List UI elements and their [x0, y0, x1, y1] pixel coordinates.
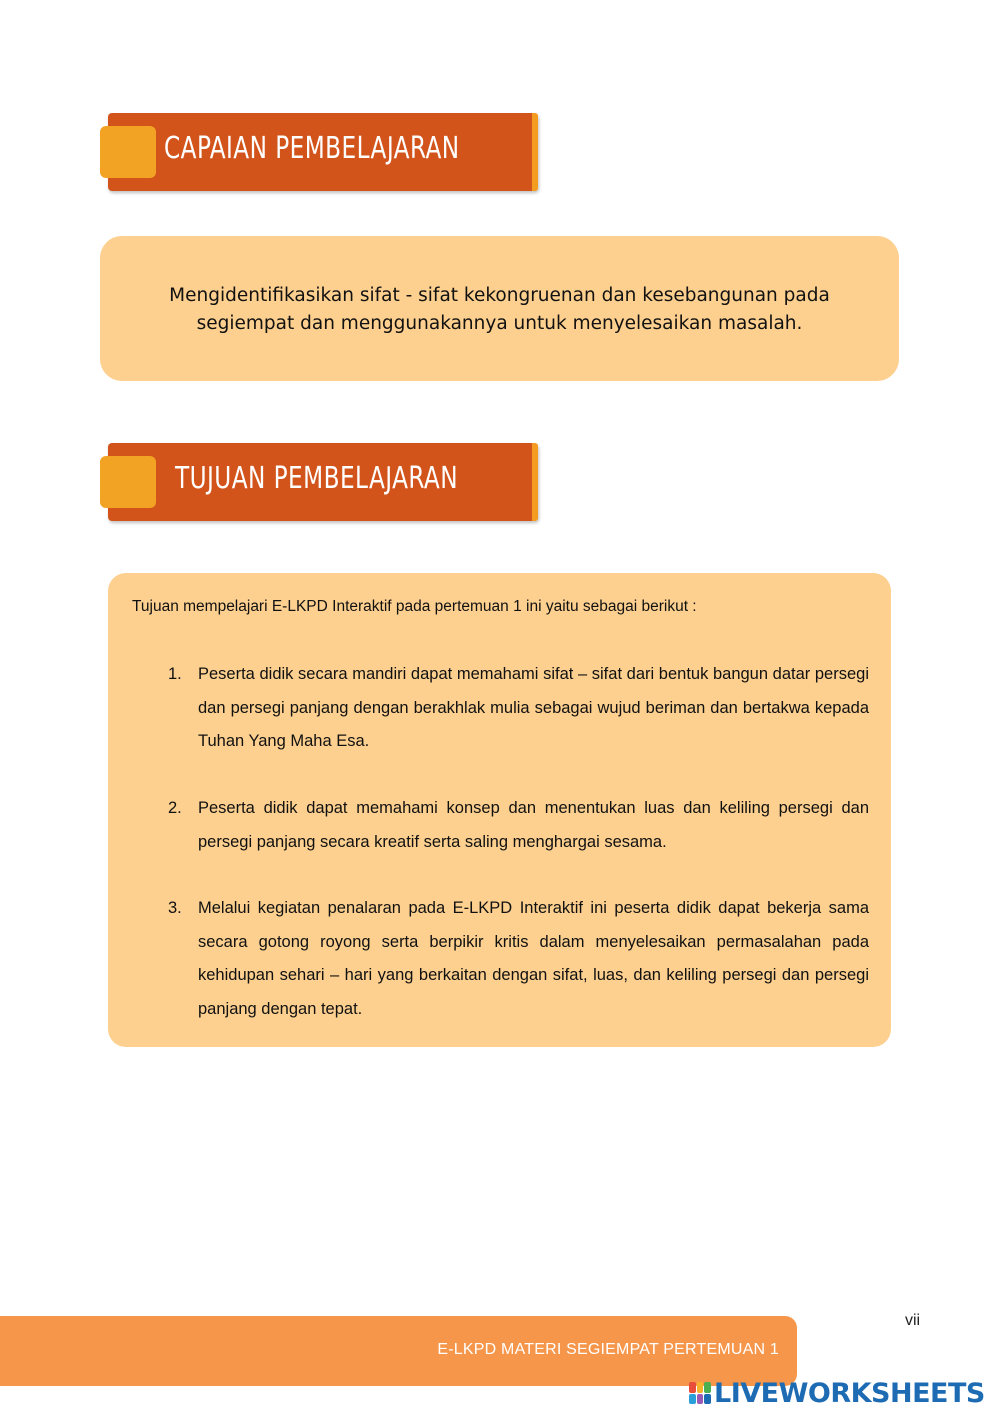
- goal-number: 3.: [168, 899, 182, 917]
- footer-bar: [0, 1316, 797, 1386]
- tujuan-intro: Tujuan mempelajari E-LKPD Interaktif pada pertemuan 1 ini yaitu sebagai berikut :: [132, 598, 697, 615]
- goal-number: 2.: [168, 799, 182, 817]
- goal-text: Peserta didik dapat memahami konsep dan menentukan luas dan keliling persegi dan persegi panjang secara kreatif serta saling menghargai sesama.: [198, 799, 869, 851]
- tujuan-box: [108, 573, 891, 1047]
- footer-label: E-LKPD MATERI SEGIEMPAT PERTEMUAN 1: [437, 1341, 779, 1358]
- capaian-banner: [100, 113, 538, 191]
- liveworksheets-icon: [689, 1382, 711, 1404]
- goal-number: 1.: [168, 665, 182, 683]
- capaian-title: CAPAIAN PEMBELAJARAN: [164, 131, 460, 166]
- liveworksheets-text: LIVEWORKSHEETS: [714, 1377, 985, 1409]
- tujuan-title: TUJUAN PEMBELAJARAN: [175, 461, 459, 496]
- goal-item: [168, 658, 869, 759]
- goal-item: [168, 892, 869, 1026]
- capaian-box: [100, 236, 899, 381]
- tujuan-banner: [100, 443, 538, 521]
- goal-text: Peserta didik secara mandiri dapat memahami sifat – sifat dari bentuk bangun datar persegi dan persegi panjang dengan berakhlak mulia sebagai wujud beriman dan bertakwa kepada Tuhan Yang Maha Esa.: [198, 665, 869, 750]
- capaian-text: Mengidentifikasikan sifat - sifat kekongruenan dan kesebangunan pada segiempat dan menggunakannya untuk menyelesaikan masalah.: [169, 285, 830, 334]
- page-number: vii: [905, 1312, 921, 1329]
- goal-item: [168, 792, 869, 859]
- liveworksheets-logo[interactable]: [689, 1376, 989, 1410]
- goal-text: Melalui kegiatan penalaran pada E-LKPD Interaktif ini peserta didik dapat bekerja sama secara gotong royong serta berpikir kritis dalam menyelesaikan permasalahan pada kehidupan sehari – hari yang berkaitan dengan sifat, luas, dan keliling persegi dan persegi panjang dengan tepat.: [198, 899, 869, 1018]
- banner-square-icon: [100, 126, 156, 178]
- banner-square-icon: [100, 456, 156, 508]
